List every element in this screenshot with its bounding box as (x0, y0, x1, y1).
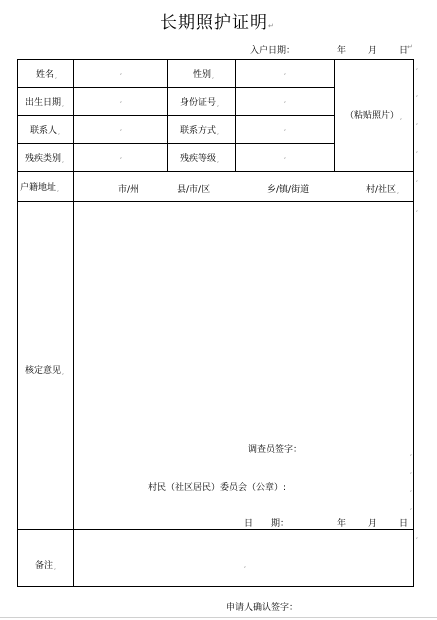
entry-date-day: 日 (399, 46, 409, 56)
address-town: 乡/镇/街道 (267, 185, 310, 195)
row-divider (17, 529, 413, 530)
table-border-left (17, 59, 18, 587)
applicant-signature: 申请人确认签字： (226, 603, 299, 613)
disability-type-label: 残疾类别¸ (25, 154, 65, 164)
name-field[interactable]: ¸ (119, 67, 123, 75)
label-column-divider (73, 59, 74, 587)
id-number-field[interactable]: ¸ (283, 95, 287, 103)
row-divider (17, 201, 413, 202)
opinion-date-year: 年 (337, 519, 347, 529)
contact-person-label: 联系人¸ (30, 126, 61, 136)
table-border-right (413, 59, 414, 587)
entry-date-year: 年 (337, 46, 347, 56)
paragraph-mark: ¸ (409, 466, 413, 474)
gender-label: 性别¸ (193, 70, 215, 80)
address-city: 市/州 (118, 185, 140, 195)
row-end-mark: ¸ (415, 117, 419, 125)
opinion-date-month: 月 (368, 519, 378, 529)
contact-method-field[interactable]: ¸ (283, 123, 287, 131)
remarks-field[interactable]: ¸ (243, 560, 247, 568)
row-divider (17, 115, 335, 116)
disability-level-field[interactable]: ¸ (283, 151, 287, 159)
table-border-bottom (17, 586, 413, 587)
table-border-top (17, 59, 413, 60)
contact-method-label: 联系方式¸ (180, 126, 220, 136)
disability-level-label: 残疾等级¸ (180, 154, 220, 164)
birth-date-label: 出生日期¸ (25, 98, 65, 108)
paragraph-mark: ¸ (409, 502, 413, 510)
photo-placeholder: （粘贴照片）¸ (345, 111, 403, 121)
id-number-label: 身份证号¸ (180, 98, 220, 108)
row-end-mark: ¸ (415, 174, 419, 182)
paragraph-mark: ¸ (409, 448, 413, 456)
remarks-label: 备注¸ (35, 561, 57, 571)
address-label: 户籍地址¸ (20, 183, 60, 193)
entry-date-month: 月 (368, 46, 378, 56)
address-county: 县/市/区 (177, 185, 211, 195)
row-divider (17, 143, 335, 144)
gender-field[interactable]: ¸ (283, 67, 287, 75)
committee-seal: 村民（社区居民）委员会（公章）: (148, 483, 287, 493)
row-divider (17, 171, 413, 172)
name-label: 姓名¸ (36, 70, 58, 80)
document-title: 长期照护证明↵ (160, 13, 275, 33)
row-end-mark: ¸ (415, 89, 419, 97)
entry-date-label: 入户日期： (250, 46, 296, 56)
row-end-mark: ¸ (415, 204, 419, 212)
photo-column-divider (334, 59, 335, 172)
paragraph-mark: ¸ (409, 484, 413, 492)
row-end-mark: ¸ (415, 145, 419, 153)
birth-date-field[interactable]: ¸ (119, 95, 123, 103)
opinion-label: 核定意见¸ (25, 366, 65, 376)
column-divider (167, 59, 168, 172)
disability-type-field[interactable]: ¸ (119, 151, 123, 159)
contact-person-field[interactable]: ¸ (119, 123, 123, 131)
address-village: 村/社区¸ (366, 185, 400, 195)
opinion-date-day: 日 (399, 519, 409, 529)
paragraph-mark: ↵ (407, 43, 413, 51)
row-divider (17, 87, 335, 88)
column-divider (235, 59, 236, 172)
investigator-signature: 调查员签字： (248, 445, 303, 455)
page-bottom-rule (0, 617, 437, 618)
row-end-mark: ¸ (415, 531, 419, 539)
row-end-mark: ¸ (415, 62, 419, 70)
opinion-date-label: 日 期： (244, 519, 290, 529)
